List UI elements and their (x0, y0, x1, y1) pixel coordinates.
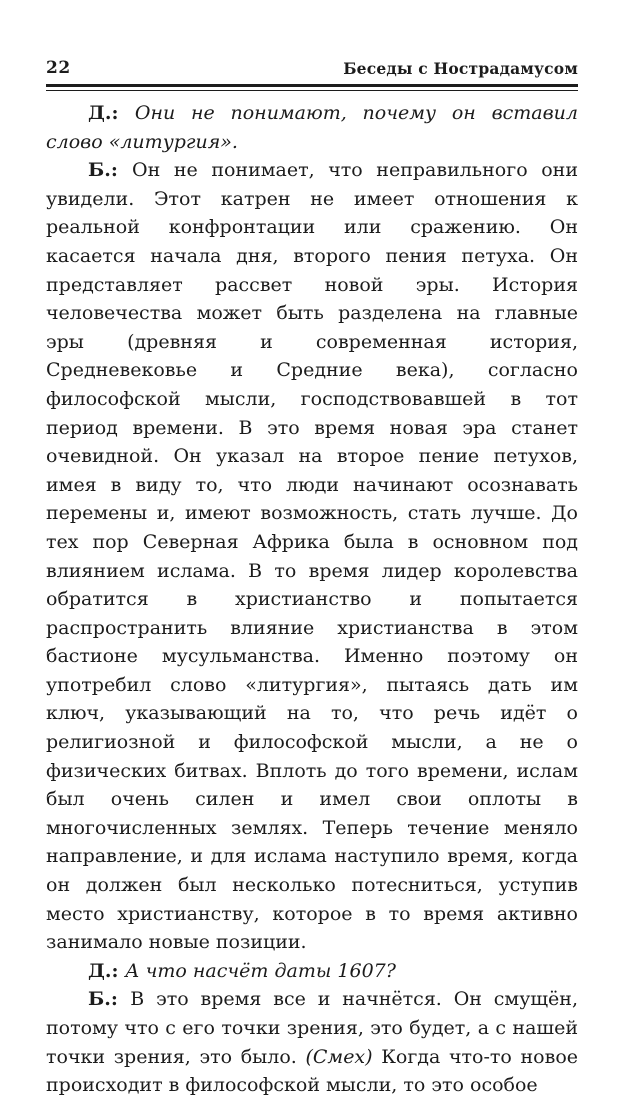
speaker-label: Д.: (88, 102, 135, 124)
answer-text-continued: Когда что-то новое происходит в философской мысли, то это особое (46, 1045, 578, 1097)
stage-direction-laughter: (Смех) (305, 1045, 373, 1068)
paragraph-answer-date (46, 985, 578, 1099)
body-text (46, 99, 578, 1100)
speaker-label: Д.: (88, 959, 126, 982)
question-text: А что насчёт даты 1607? (125, 959, 396, 982)
answer-text: Он не понимает, что неправильного они увидели. Этот катрен не имеет отношения к реальной конфронтации или сражению. Он касается начала дня, второго пения петуха. Он представляет рассвет новой эры. История человечества может быть разделена на главные эры (древняя и современная история, Средневековье и Средние века), согласно философской мысли, господствовавшей в тот период времени. В это время новая эра станет очевидной. Он указал на второе пение петухов, имея в виду то, что люди начинают осознавать перемены и, имеют возможность, стать лучше. До тех пор Северная Африка была в основном под влиянием ислама. В то время лидер королевства обратится в христианство и попытается распространить влияние христианства в этом бастионе мусульманства. Именно поэтому он употребил слово «литургия», пытаясь дать им ключ, указывающий на то, что речь идёт о религиозной и философской мысли, а не о физических битвах. Вплоть до того времени, ислам был очень силен и имел свои оплоты в многочисленных землях. Теперь течение меняло направление, и для ислама наступило время, когда он должен был несколько потесниться, уступив место христианству, которое в то время активно занимало новые позиции. (46, 159, 578, 954)
page-number: 22 (46, 58, 71, 78)
paragraph-question-liturgy (46, 99, 578, 156)
question-text: Они не понимают, почему он вставил слово «литургия». (46, 102, 579, 153)
speaker-label: Б.: (88, 988, 131, 1011)
paragraph-answer-liturgy (46, 156, 578, 957)
header-rule-thick (46, 84, 578, 87)
speaker-label: Б.: (88, 159, 133, 182)
paragraph-question-date (46, 957, 578, 986)
running-title: Беседы с Нострадамусом (343, 59, 578, 78)
header-rule-thin (46, 90, 578, 91)
answer-text: В это время все и начнётся. Он смущён, потому что с его точки зрения, это будет, а с нашей точки зрения, это было. (46, 988, 578, 1068)
